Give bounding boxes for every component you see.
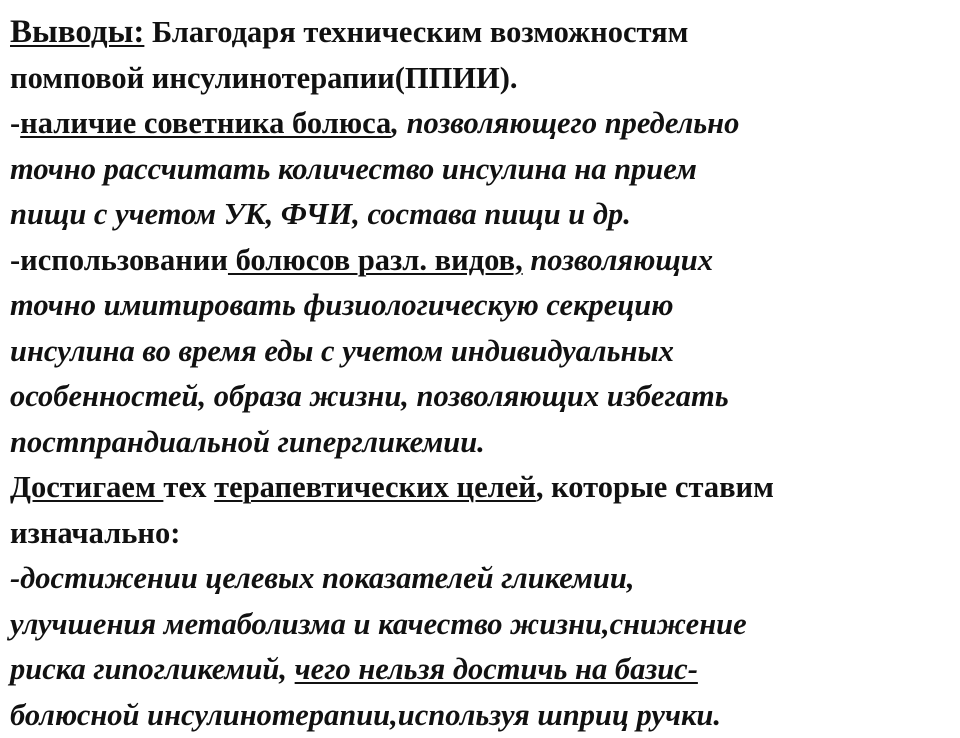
bullet-dash: - <box>10 106 20 140</box>
line-7 <box>10 283 955 329</box>
paragraph-2-text: инсулина во время еды с учетом индивидуальных <box>10 334 674 368</box>
bolus-advisor-term: наличие советника болюса <box>20 106 391 140</box>
paragraph-2-prefix: -использовании <box>10 243 228 277</box>
paragraph-1-text: , позволяющего предельно <box>391 106 739 140</box>
results-text: улучшения метаболизма и качество жизни,снижение <box>10 607 747 641</box>
line-9 <box>10 374 955 420</box>
therapeutic-goals-term: терапевтических целей <box>214 470 536 504</box>
line-5 <box>10 192 955 238</box>
paragraph-2-text: позволяющих <box>523 243 713 277</box>
line-12 <box>10 511 955 557</box>
line-11 <box>10 465 955 511</box>
intro-text: Благодаря техническим возможностям <box>144 15 688 49</box>
line-4 <box>10 147 955 193</box>
achieve-term: Достигаем <box>10 470 163 504</box>
line-6 <box>10 238 955 284</box>
line-3 <box>10 101 955 147</box>
line-8 <box>10 329 955 375</box>
results-text: -достижении целевых показателей гликемии, <box>10 561 634 595</box>
line-13 <box>10 556 955 602</box>
line-16 <box>10 693 955 738</box>
conclusions-text <box>10 10 955 738</box>
paragraph-2-text: постпрандиальной гипергликемии. <box>10 425 485 459</box>
intro-text-cont: помповой инсулинотерапии(ППИИ). <box>10 61 518 95</box>
line-1 <box>10 10 955 56</box>
line-10 <box>10 420 955 466</box>
paragraph-1-text: точно рассчитать количество инсулина на прием <box>10 152 697 186</box>
conclusions-heading: Выводы: <box>10 14 144 50</box>
paragraph-2-text: точно имитировать физиологическую секрецию <box>10 288 674 322</box>
line-2 <box>10 56 955 102</box>
goal-text: , которые ставим <box>536 470 774 504</box>
cannot-achieve-term: чего нельзя достичь на базис- <box>295 652 698 686</box>
results-text: риска гипогликемий, <box>10 652 295 686</box>
paragraph-1-text: пищи с учетом УК, ФЧИ, состава пищи и др. <box>10 197 631 231</box>
goal-text: тех <box>163 470 214 504</box>
paragraph-2-text: особенностей, образа жизни, позволяющих избегать <box>10 379 729 413</box>
results-text: болюсной инсулинотерапии,используя шприц ручки. <box>10 698 721 732</box>
line-14 <box>10 602 955 648</box>
goal-text-cont: изначально: <box>10 516 180 550</box>
line-15 <box>10 647 955 693</box>
bolus-types-term: болюсов разл. видов, <box>228 243 523 277</box>
